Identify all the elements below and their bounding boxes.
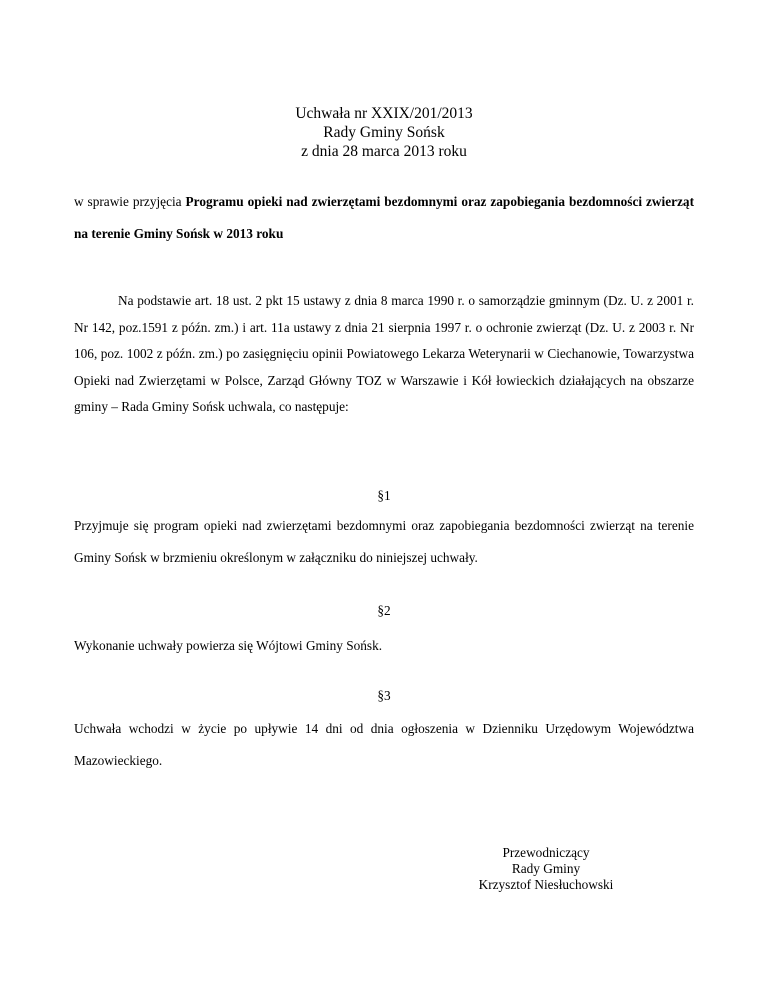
resolution-council: Rady Gminy Sońsk xyxy=(323,124,445,141)
signatory-role: Przewodniczący xyxy=(502,845,590,860)
legal-basis-paragraph xyxy=(74,288,694,421)
subject-prefix: w sprawie przyjęcia xyxy=(74,194,186,209)
section-3-sign: §3 xyxy=(377,688,391,703)
section-1-sign: §1 xyxy=(377,488,391,503)
section-2-text: Wykonanie uchwały powierza się Wójtowi Gminy Sońsk. xyxy=(74,638,383,653)
resolution-subject xyxy=(74,186,694,250)
legal-basis-text: Na podstawie art. 18 ust. 2 pkt 15 ustawy z dnia 8 marca 1990 r. o samorządzie gminnym (Dz. U. z 2001 r. Nr 142, poz.1591 z późn. zm.) i art. 11a ustawy z dnia 21 sierpnia 1997 r. o ochronie zwierząt (Dz. U. z 2003 r. Nr 106, poz. 1002 z późn. zm.) po zasięgnięciu opinii Powiatowego Lekarza Weterynarii w Ciechanowie, Towarzystwa Opieki nad Zwierzętami w Polsce, Zarząd Główny TOZ w Warszawie i Kół łowieckich działających na obszarze gminy – Rada Gminy Sońsk uchwala, co następuje: xyxy=(74,293,694,414)
section-2-sign: §2 xyxy=(377,603,391,618)
signature-block xyxy=(446,845,646,893)
signatory-name: Krzysztof Niesłuchowski xyxy=(478,877,614,892)
resolution-title xyxy=(0,104,768,161)
subject-title: Programu opieki nad zwierzętami bezdomnymi oraz zapobiegania bezdomności zwierząt na terenie Gminy Sońsk w 2013 roku xyxy=(74,194,695,241)
section-3-text: Uchwała wchodzi w życie po upływie 14 dni od dnia ogłoszenia w Dzienniku Urzędowym Województwa Mazowieckiego. xyxy=(74,721,694,768)
section-1-text: Przyjmuje się program opieki nad zwierzętami bezdomnymi oraz zapobiegania bezdomności zwierząt na terenie Gminy Sońsk w brzmieniu określonym w załączniku do niniejszej uchwały. xyxy=(74,518,694,565)
signatory-body: Rady Gminy xyxy=(511,861,581,876)
resolution-date: z dnia 28 marca 2013 roku xyxy=(301,143,467,160)
resolution-number: Uchwała nr XXIX/201/2013 xyxy=(295,105,473,122)
